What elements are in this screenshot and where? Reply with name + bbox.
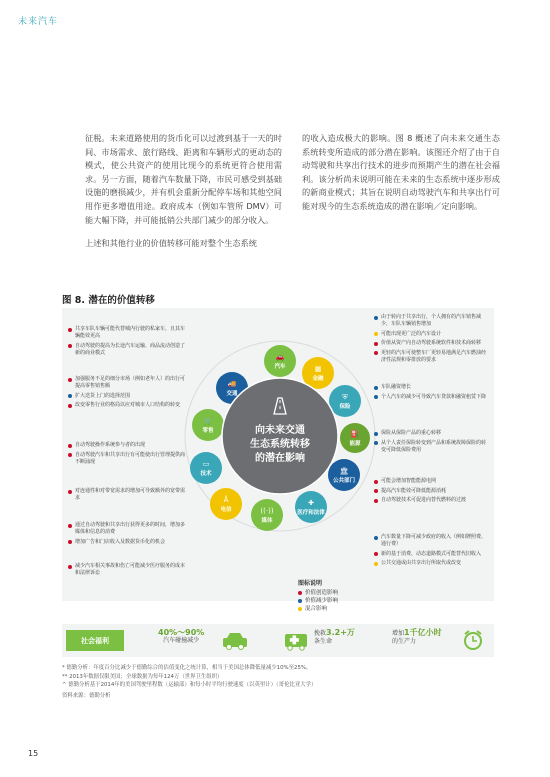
sector-label-insurance: 保险	[339, 404, 351, 410]
list-item-text: 个人汽车的减少可导致汽车贷款和融资租赁下降	[381, 393, 487, 400]
list-item-text: 对连通性和对带宽需求的增加可导致额外的宽带需求	[75, 488, 186, 501]
social-benefit-bar	[62, 624, 494, 657]
list-item-text: 汽车数量下降可减少政府的收入（例如牌照费、通行费）	[381, 534, 487, 547]
footnote: ** 2013年数据仅限美国；全球数据为每年124万（世界卫生组织）	[62, 673, 223, 680]
body-text-left	[85, 132, 282, 251]
telecom-icon: Å	[223, 496, 229, 504]
list-item-text: 保险从保险产品的重心转移	[381, 430, 442, 436]
list-item	[374, 560, 490, 567]
sector-bubble-tech	[190, 452, 222, 484]
sector-label-health-legal: 医疗和法律	[297, 510, 325, 516]
list-item-text: 改变零售行业的格局以应对城市人口结构的转变	[75, 402, 181, 408]
sector-bubble-auto	[264, 345, 296, 377]
list-item	[68, 343, 186, 357]
public-icon: 🏛	[339, 467, 349, 475]
sector-bubble-retail	[192, 409, 224, 441]
figure-title: 图 8. 潜在的价值转移	[62, 295, 155, 306]
legend	[298, 580, 338, 613]
list-item-text: 减少汽车相关事故和伤亡可能减少医疗服务的成本和法律诉讼	[75, 563, 186, 576]
footnote: ^ 德勤分析基于2014年的美国驾驶里程数（运输部）和每小时平均行驶速度（以英里计）（哥伦比亚大学）	[62, 682, 317, 688]
center-text-2: 生态系统转移	[250, 439, 310, 450]
impact-dot	[68, 524, 72, 528]
list-item	[374, 394, 490, 401]
ambulance-icon	[284, 631, 308, 651]
list-item-text: 自动驾驶技术可促进向替代燃料的过渡	[381, 497, 467, 503]
footnote: * 德勤分析：年度百分比减少于德勤综合的估值变化之统计算，相当于美国总体降低量减少10%至25%。	[62, 665, 312, 671]
value-shift-figure	[62, 308, 494, 612]
impact-dot	[68, 344, 72, 348]
impact-dot	[374, 395, 378, 399]
paragraph: 的收入造成极大的影响。图 8 概述了向未来交通生态系统转变所造成的部分潜在影响。该图还介绍了由于自动驾驶和共享出行技术的进步而预期产生的潜在社会福利。该分析尚未说明可能在未来的生态系统中逐步形成的新商业模式；其旨在说明自动驾驶汽车和共享出行可能对现今的生态系统造成的潜在影响／定向影响。	[302, 133, 500, 211]
list-item	[68, 326, 186, 340]
stat-collisions: 40%～90% 汽车碰撞减少	[158, 628, 205, 644]
sector-label-media: 媒体	[261, 518, 273, 524]
legend-item: 混合影响	[298, 605, 338, 613]
list-item-text: 加强服务不足的细分市场（例如老年人）的出行可提高零售销售额	[75, 376, 186, 389]
list-item	[374, 440, 490, 454]
list-item-text: 通过自动驾驶和共享出行获得更多的时间，增加多媒体和信息的消费	[75, 522, 186, 535]
list-item	[374, 497, 490, 504]
source-note: 资料来源：德勤分析	[62, 692, 111, 699]
list-item-text: 自动驾驶的提高为长途汽车运输、商品流动创造了新的商业模式	[75, 342, 186, 356]
impact-dot	[374, 441, 378, 445]
impact-dot	[374, 432, 378, 436]
sector-label-transport: 交通	[226, 391, 238, 397]
list-item	[374, 430, 490, 437]
media-icon: ((·))	[260, 507, 274, 515]
impact-dot	[68, 453, 72, 457]
sector-bubble-energy	[340, 423, 370, 453]
sector-bubble-telecom	[210, 488, 242, 520]
sector-label-retail: 零售	[202, 428, 214, 434]
list-item	[68, 452, 186, 466]
finance-icon: ▦	[314, 365, 322, 373]
impact-dot	[374, 332, 378, 336]
car-icon	[222, 632, 248, 650]
list-item-text: 增加广告和门店收入及数据货币化的机会	[75, 538, 166, 545]
impact-dot	[374, 552, 378, 556]
list-item	[374, 478, 490, 485]
list-item	[68, 563, 186, 577]
list-item	[68, 488, 186, 502]
list-right-energy	[374, 478, 490, 507]
stat-productivity: 增加1千亿小时 的生产力	[392, 628, 442, 645]
impact-dot	[374, 316, 378, 320]
health-legal-icon: ✚	[308, 499, 314, 507]
paragraph: 征税。未来道路使用的货币化可以过渡到基于一天的时间、市场需求、旅行路线、距离和车辆形式的更动态的模式，使公共资产的使用比现今的系统更符合使用需求。另一方面，随着汽车数量下降，市民可感受到基础设施的磨损减少，并有机会重新分配停车场和其他空间用作更多增值用途。政府成本（例如车管所 DMV）可能大幅下降，并可能抵销公共部门减少的部分收入。	[85, 133, 282, 225]
list-item-text: 公共交通或由共享出行所取代或改变	[381, 560, 462, 566]
center-text-3: 的潜在影响	[255, 453, 305, 464]
sector-label-energy: 能源	[349, 441, 361, 447]
legend-item: 价值减少影响	[298, 597, 338, 605]
list-item	[374, 534, 490, 548]
list-item-text: 共享车队车辆可能代替城内行驶的私家车，且其车辆能效更高	[75, 326, 186, 339]
list-item	[374, 314, 490, 328]
list-item-text: 价值从资产向自动驾驶系统软件和技术商转移	[381, 340, 482, 346]
list-item	[374, 331, 490, 338]
list-item-text: 提高汽车能效可降低能源消耗	[381, 487, 447, 494]
impact-dot	[374, 351, 378, 355]
impact-dot	[374, 536, 378, 540]
list-item	[68, 539, 186, 546]
list-item	[374, 384, 490, 391]
sector-label-auto: 汽车	[274, 364, 286, 370]
list-item	[374, 340, 490, 347]
impact-dot	[374, 342, 378, 346]
page-number: 15	[28, 749, 39, 758]
page-header: 未来汽车	[18, 17, 59, 27]
list-item-text: 可能会增加智能能源电网	[381, 478, 437, 484]
legend-item: 价值创造影响	[298, 589, 338, 597]
impact-dot	[68, 540, 72, 544]
list-item	[374, 488, 490, 495]
impact-dot	[374, 489, 378, 493]
list-left-media	[68, 522, 186, 548]
sector-bubble-public	[328, 459, 360, 491]
list-right-auto	[374, 314, 490, 366]
list-item-text: 自动驾驶汽车和共享出行有可能使出行管理提供商不断涌现	[75, 451, 186, 465]
impact-dot	[68, 328, 72, 332]
list-left-retail	[68, 376, 186, 412]
list-right-insurance	[374, 430, 490, 456]
sector-bubble-media	[251, 499, 283, 531]
list-item-text: 新的基于消费、动态道路模式可能替代旧收入	[381, 550, 482, 557]
list-left-tech	[68, 442, 186, 468]
list-left-health	[68, 563, 186, 580]
list-item-text: 从个人责任保险转变到产品和系统故障保险的转变可降低保险费用	[381, 439, 487, 453]
impact-dot	[68, 444, 72, 448]
impact-dot	[68, 394, 72, 398]
impact-dot	[68, 565, 72, 569]
list-item	[374, 551, 490, 558]
legend-title: 图标说明	[298, 580, 323, 587]
energy-icon: ⛽	[350, 430, 360, 438]
impact-dot	[374, 480, 378, 484]
paragraph: 上述和其他行业的价值转移可能对整个生态系统	[85, 238, 257, 249]
list-left-auto	[68, 326, 186, 359]
list-item-text: 扩大送货上门的选择范围	[75, 392, 131, 399]
list-right-public	[374, 534, 490, 570]
transport-icon: 🚚	[227, 380, 237, 388]
list-item	[68, 402, 186, 409]
impact-dot	[68, 378, 72, 382]
list-item	[68, 376, 186, 390]
list-item	[68, 393, 186, 400]
alarm-clock-icon	[462, 629, 484, 651]
body-text-right	[302, 132, 500, 214]
footnotes	[62, 664, 502, 700]
list-item	[68, 522, 186, 536]
list-item-text: 车队融资增长	[381, 384, 412, 390]
insurance-icon: ⛨	[342, 393, 348, 401]
sector-bubble-insurance	[329, 385, 361, 417]
impact-dot	[68, 404, 72, 408]
list-item-text: 可能出现更广泛的汽车设计	[381, 330, 442, 337]
list-item-text: 自动驾驶操作系统参与者的出现	[75, 442, 146, 448]
sector-bubble-health-legal	[295, 491, 327, 523]
list-item	[68, 442, 186, 449]
list-right-finance	[374, 384, 490, 403]
tech-icon: ▭	[202, 460, 210, 468]
impact-dot	[374, 562, 378, 566]
impact-dot	[374, 499, 378, 503]
social-benefit-label: 社会福利	[66, 630, 124, 651]
sector-label-tech: 技术	[200, 471, 212, 477]
list-item-text: 由于转向于共享出行，个人拥有的汽车销售减少，车队车辆销售增加	[381, 314, 482, 327]
list-item	[374, 350, 490, 364]
sector-label-finance: 金融	[312, 376, 324, 382]
sector-label-public: 公共部门	[332, 478, 356, 484]
list-item-text: 更轻的汽车可使整车厂更轻易地满足汽车燃油经济性法规和零排放的要求	[381, 349, 487, 363]
sector-label-telecom: 电信	[220, 507, 232, 513]
stat-lives: 挽救3.2+万 条生命	[314, 628, 355, 645]
center-text-1: 向未来交通	[255, 425, 305, 436]
retail-icon: 🛒	[203, 417, 213, 425]
auto-icon: 🚗	[275, 353, 285, 361]
impact-dot	[374, 386, 378, 390]
impact-dot	[68, 490, 72, 494]
list-left-telecom	[68, 488, 186, 505]
